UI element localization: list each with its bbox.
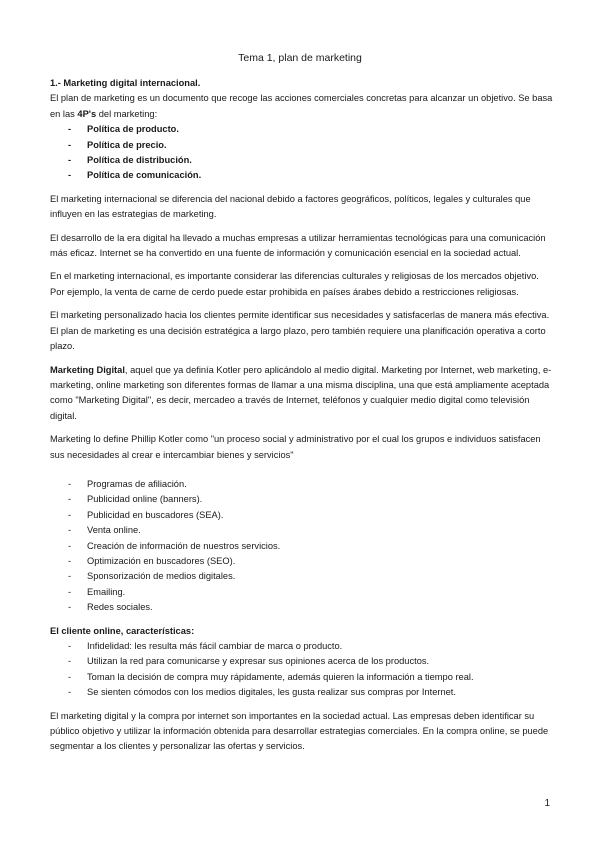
paragraph-text: , aquel que ya definía Kotler pero aplicándolo al medio digital. Marketing por Internet, web marketing, e-marketing, online marketing son diferentes formas de llamar a una misma disciplina, una que está ampliamente aceptada como "Marketing Digital", es decir, mercadeo a través de Internet, teléfonos y cualquier medio digital como televisión digital. (50, 364, 552, 421)
intro-paragraph (50, 91, 554, 122)
list-item: - Publicidad online (banners). (50, 492, 554, 507)
list-item: - Sponsorización de medios digitales. (50, 569, 554, 584)
list-item: - Política de producto. (50, 122, 554, 137)
list-item: - Utilizan la red para comunicarse y expresar sus opiniones acerca de los productos. (50, 654, 554, 669)
document-body (50, 76, 554, 763)
paragraph: El marketing internacional se diferencia del nacional debido a factores geográficos, políticos, legales y culturales que influyen en las estrategias de marketing. (50, 193, 531, 220)
list-item: - Emailing. (50, 585, 554, 600)
marketing-digital-paragraph (50, 363, 554, 425)
list-item: - Infidelidad: les resulta más fácil cambiar de marca o producto. (50, 639, 554, 654)
intro-text-end: del marketing: (96, 108, 158, 119)
list-item: - Se sienten cómodos con los medios digitales, les gusta realizar sus compras por Internet. (50, 685, 554, 700)
list-item: - Creación de información de nuestros servicios. (50, 539, 554, 554)
list-item: - Redes sociales. (50, 600, 554, 615)
client-heading: El cliente online, características: (50, 625, 195, 636)
list-item: - Toman la decisión de compra muy rápidamente, además quieren la información a tiempo real. (50, 670, 554, 685)
list-item: - Optimización en buscadores (SEO). (50, 554, 554, 569)
list-item: - Venta online. (50, 523, 554, 538)
paragraph: El desarrollo de la era digital ha llevado a muchas empresas a utilizar herramientas tecnológicas para una comunicación más eficaz. Internet se ha convertido en una fuente de información y comunicación esencial en la sociedad actual. (50, 232, 546, 259)
list-item: - Programas de afiliación. (50, 477, 554, 492)
paragraph: El marketing personalizado hacia los clientes permite identificar sus necesidades y satisfacerlas de manera más efectiva. El plan de marketing es una decisión estratégica a largo plazo, pero también requiere una planificación operativa a corto plazo. (50, 310, 550, 352)
list-item: - Publicidad en buscadores (SEA). (50, 508, 554, 523)
bold-term: Marketing Digital (50, 364, 125, 375)
paragraph: El marketing digital y la compra por internet son importantes en la sociedad actual. Las empresas deben identificar su público objetivo y utilizar la información obtenida para desarrollar estrategias comerciales. En la compra online, se puede segmentar a los clientes y personalizar las ofertas y servicios. (50, 710, 549, 752)
intro-bold-text: 4P's (77, 108, 97, 119)
list-item: - Política de comunicación. (50, 168, 554, 183)
kotler-paragraph: Marketing lo define Phillip Kotler como "un proceso social y administrativo por el cual los grupos e individuos satisfacen sus necesidades al crear e intercambiar bienes y servicios" (50, 434, 541, 460)
intro-text: El plan de marketing es un documento que recoge las acciones comerciales concretas para alcanzar un objetivo. Se basa en las (50, 93, 553, 119)
list-item: - Política de precio. (50, 138, 554, 153)
policies-list (50, 122, 554, 184)
tools-list (50, 477, 554, 616)
document-title: Tema 1, plan de marketing (238, 52, 362, 64)
client-traits-list (50, 639, 554, 701)
page-number: 1 (544, 798, 550, 809)
paragraph: En el marketing internacional, es importante considerar las diferencias culturales y religiosas de los mercados objetivo. Por ejemplo, la venta de carne de cerdo puede estar prohibida en países árabes debido a restricciones religiosas. (50, 271, 539, 297)
section-heading: 1.- Marketing digital internacional. (50, 78, 201, 88)
list-item: - Política de distribución. (50, 153, 554, 168)
